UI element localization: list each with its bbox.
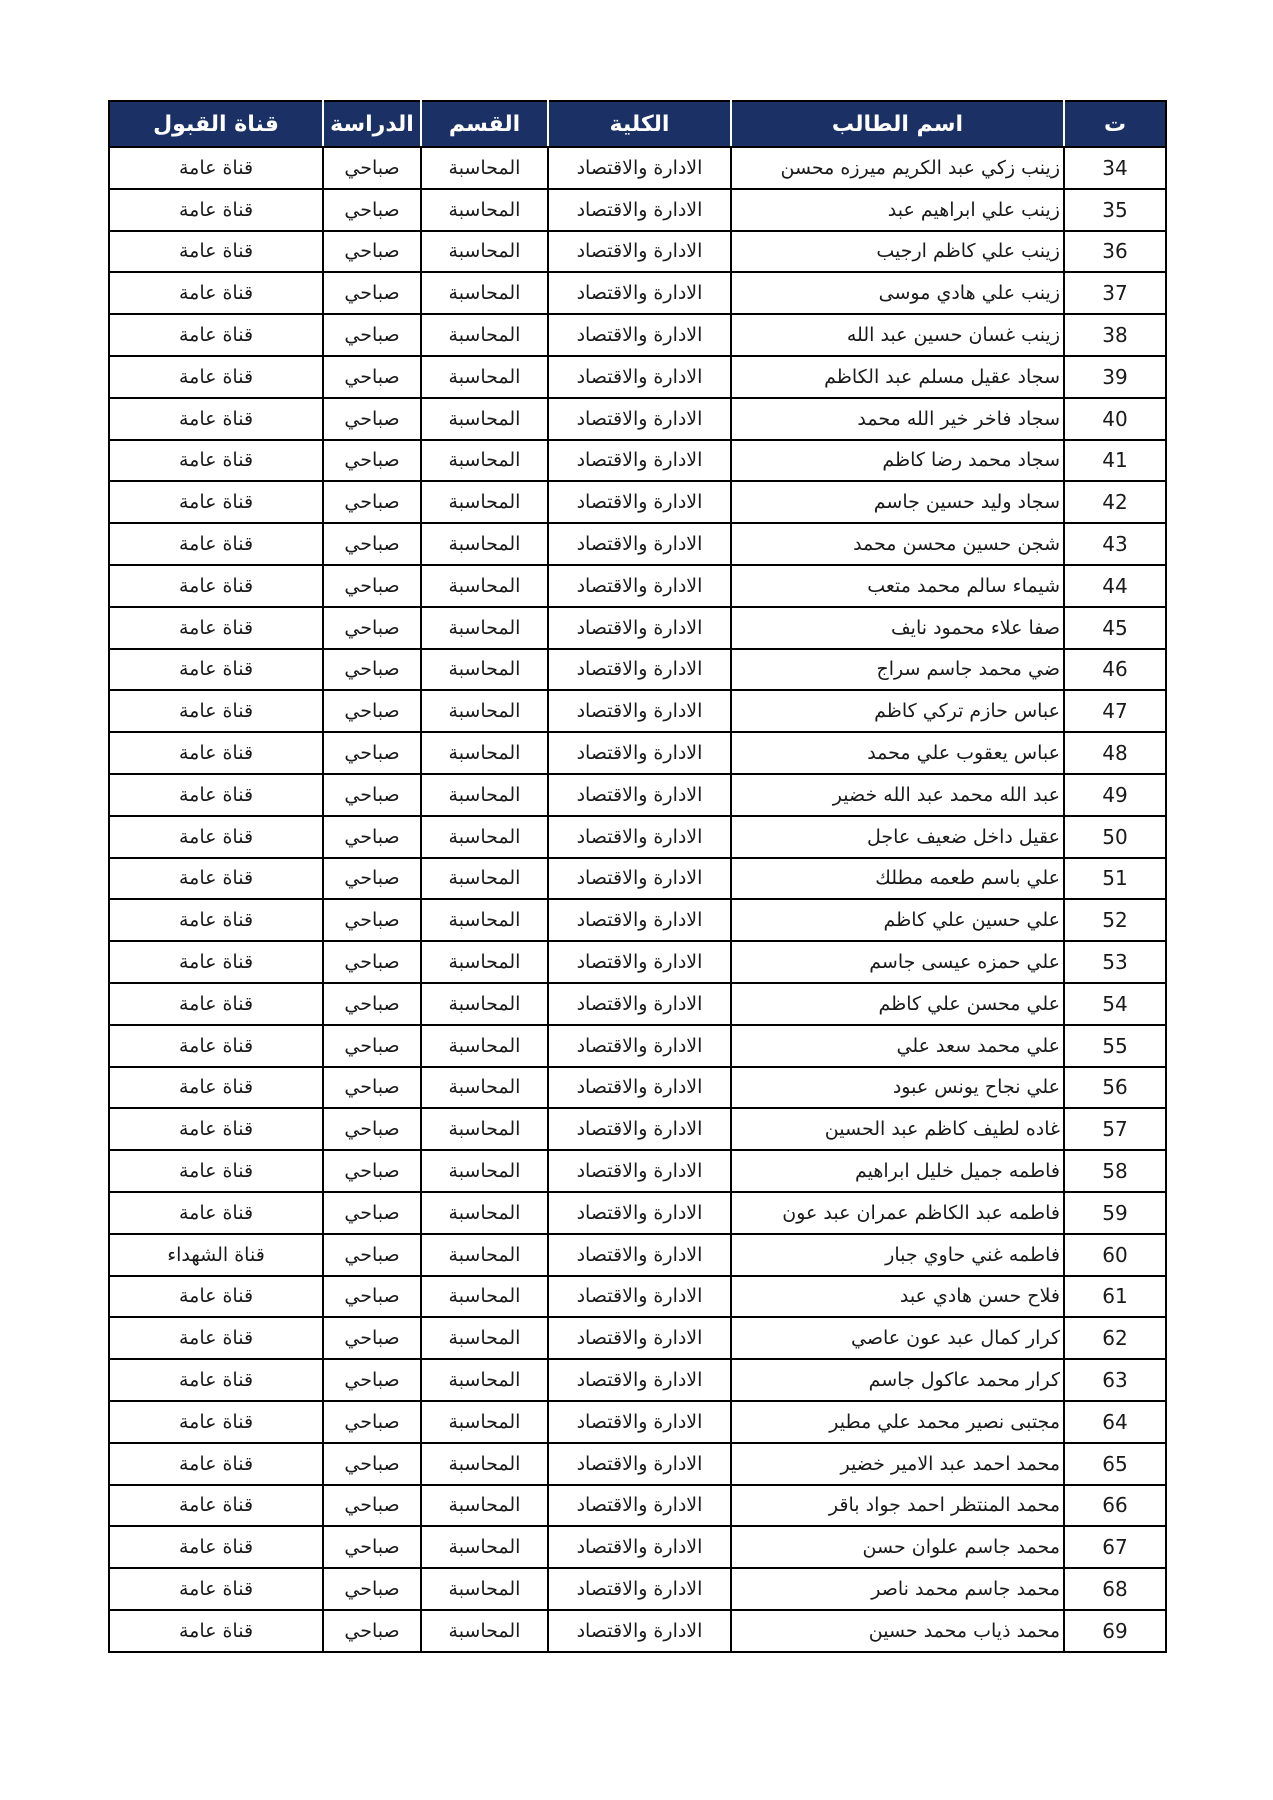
index-cell: 45 [1064, 607, 1166, 649]
department-cell: المحاسبة [421, 1192, 548, 1234]
student-name-cell: سجاد فاخر خير الله محمد [731, 398, 1064, 440]
department-cell: المحاسبة [421, 272, 548, 314]
student-name-cell: محمد جاسم علوان حسن [731, 1526, 1064, 1568]
table-row [109, 398, 1166, 440]
college-cell: الادارة والاقتصاد [548, 1317, 731, 1359]
index-cell: 35 [1064, 189, 1166, 231]
table-row [109, 1485, 1166, 1527]
admission-channel-cell: قناة عامة [109, 440, 323, 482]
department-cell: المحاسبة [421, 1401, 548, 1443]
table-row [109, 1401, 1166, 1443]
student-name-cell: فاطمه غني حاوي جبار [731, 1234, 1064, 1276]
index-cell: 59 [1064, 1192, 1166, 1234]
admission-channel-cell: قناة عامة [109, 231, 323, 273]
study-type-cell: صباحي [323, 147, 421, 189]
admission-channel-cell: قناة عامة [109, 649, 323, 691]
table-header [109, 101, 1166, 147]
admission-channel-cell: قناة عامة [109, 774, 323, 816]
index-cell: 64 [1064, 1401, 1166, 1443]
student-admission-table [108, 100, 1167, 1653]
department-cell: المحاسبة [421, 565, 548, 607]
department-cell: المحاسبة [421, 1067, 548, 1109]
table-row [109, 1150, 1166, 1192]
department-cell: المحاسبة [421, 858, 548, 900]
student-name-cell: سجاد محمد رضا كاظم [731, 440, 1064, 482]
student-name-cell: محمد ذياب محمد حسين [731, 1610, 1064, 1652]
table-row [109, 1526, 1166, 1568]
student-name-cell: زينب علي كاظم ارجيب [731, 231, 1064, 273]
table-row [109, 481, 1166, 523]
study-type-cell: صباحي [323, 858, 421, 900]
student-name-cell: علي حمزه عيسى جاسم [731, 941, 1064, 983]
study-type-cell: صباحي [323, 941, 421, 983]
table-row [109, 1025, 1166, 1067]
table-row [109, 565, 1166, 607]
header-admission-channel: قناة القبول [109, 101, 323, 147]
table-row [109, 941, 1166, 983]
table-row [109, 607, 1166, 649]
student-name-cell: صفا علاء محمود نايف [731, 607, 1064, 649]
index-cell: 48 [1064, 732, 1166, 774]
study-type-cell: صباحي [323, 1317, 421, 1359]
department-cell: المحاسبة [421, 440, 548, 482]
department-cell: المحاسبة [421, 941, 548, 983]
department-cell: المحاسبة [421, 774, 548, 816]
study-type-cell: صباحي [323, 231, 421, 273]
admission-channel-cell: قناة عامة [109, 356, 323, 398]
college-cell: الادارة والاقتصاد [548, 1568, 731, 1610]
index-cell: 55 [1064, 1025, 1166, 1067]
department-cell: المحاسبة [421, 1485, 548, 1527]
index-cell: 41 [1064, 440, 1166, 482]
admission-channel-cell: قناة عامة [109, 983, 323, 1025]
department-cell: المحاسبة [421, 1568, 548, 1610]
student-table-body [109, 147, 1166, 1652]
department-cell: المحاسبة [421, 147, 548, 189]
student-name-cell: فلاح حسن هادي عبد [731, 1276, 1064, 1318]
table-row [109, 147, 1166, 189]
student-name-cell: عقيل داخل ضعيف عاجل [731, 816, 1064, 858]
header-department: القسم [421, 101, 548, 147]
study-type-cell: صباحي [323, 649, 421, 691]
admission-channel-cell: قناة عامة [109, 1317, 323, 1359]
admission-channel-cell: قناة عامة [109, 523, 323, 565]
study-type-cell: صباحي [323, 1150, 421, 1192]
index-cell: 46 [1064, 649, 1166, 691]
student-name-cell: علي باسم طعمه مطلك [731, 858, 1064, 900]
college-cell: الادارة والاقتصاد [548, 1192, 731, 1234]
department-cell: المحاسبة [421, 189, 548, 231]
student-name-cell: زينب زكي عبد الكريم ميرزه محسن [731, 147, 1064, 189]
header-study-type: الدراسة [323, 101, 421, 147]
table-row [109, 1443, 1166, 1485]
admission-channel-cell: قناة عامة [109, 858, 323, 900]
department-cell: المحاسبة [421, 607, 548, 649]
study-type-cell: صباحي [323, 523, 421, 565]
table-row [109, 899, 1166, 941]
table-row [109, 1359, 1166, 1401]
index-cell: 63 [1064, 1359, 1166, 1401]
study-type-cell: صباحي [323, 1401, 421, 1443]
college-cell: الادارة والاقتصاد [548, 1610, 731, 1652]
college-cell: الادارة والاقتصاد [548, 1276, 731, 1318]
college-cell: الادارة والاقتصاد [548, 899, 731, 941]
study-type-cell: صباحي [323, 732, 421, 774]
student-name-cell: زينب علي ابراهيم عبد [731, 189, 1064, 231]
college-cell: الادارة والاقتصاد [548, 1443, 731, 1485]
college-cell: الادارة والاقتصاد [548, 1526, 731, 1568]
college-cell: الادارة والاقتصاد [548, 774, 731, 816]
department-cell: المحاسبة [421, 523, 548, 565]
department-cell: المحاسبة [421, 1359, 548, 1401]
student-name-cell: سجاد وليد حسين جاسم [731, 481, 1064, 523]
study-type-cell: صباحي [323, 1192, 421, 1234]
college-cell: الادارة والاقتصاد [548, 732, 731, 774]
admission-channel-cell: قناة عامة [109, 1401, 323, 1443]
college-cell: الادارة والاقتصاد [548, 607, 731, 649]
college-cell: الادارة والاقتصاد [548, 1401, 731, 1443]
admission-channel-cell: قناة عامة [109, 147, 323, 189]
student-name-cell: كرار محمد عاكول جاسم [731, 1359, 1064, 1401]
table-row [109, 983, 1166, 1025]
college-cell: الادارة والاقتصاد [548, 231, 731, 273]
department-cell: المحاسبة [421, 1610, 548, 1652]
admission-channel-cell: قناة عامة [109, 314, 323, 356]
college-cell: الادارة والاقتصاد [548, 1359, 731, 1401]
college-cell: الادارة والاقتصاد [548, 565, 731, 607]
study-type-cell: صباحي [323, 1443, 421, 1485]
college-cell: الادارة والاقتصاد [548, 440, 731, 482]
admission-channel-cell: قناة عامة [109, 1192, 323, 1234]
admission-channel-cell: قناة عامة [109, 481, 323, 523]
table-row [109, 1568, 1166, 1610]
table-row [109, 189, 1166, 231]
college-cell: الادارة والاقتصاد [548, 1025, 731, 1067]
student-name-cell: فاطمه جميل خليل ابراهيم [731, 1150, 1064, 1192]
department-cell: المحاسبة [421, 1443, 548, 1485]
index-cell: 60 [1064, 1234, 1166, 1276]
student-name-cell: سجاد عقيل مسلم عبد الكاظم [731, 356, 1064, 398]
header-index: ت [1064, 101, 1166, 147]
index-cell: 56 [1064, 1067, 1166, 1109]
admission-channel-cell: قناة عامة [109, 1485, 323, 1527]
table-row [109, 774, 1166, 816]
study-type-cell: صباحي [323, 398, 421, 440]
index-cell: 62 [1064, 1317, 1166, 1359]
admission-channel-cell: قناة عامة [109, 690, 323, 732]
study-type-cell: صباحي [323, 272, 421, 314]
student-name-cell: عبد الله محمد عبد الله خضير [731, 774, 1064, 816]
study-type-cell: صباحي [323, 899, 421, 941]
department-cell: المحاسبة [421, 1317, 548, 1359]
study-type-cell: صباحي [323, 1485, 421, 1527]
study-type-cell: صباحي [323, 816, 421, 858]
study-type-cell: صباحي [323, 983, 421, 1025]
index-cell: 39 [1064, 356, 1166, 398]
student-name-cell: شيماء سالم محمد متعب [731, 565, 1064, 607]
department-cell: المحاسبة [421, 816, 548, 858]
table-row [109, 231, 1166, 273]
student-name-cell: علي نجاح يونس عبود [731, 1067, 1064, 1109]
header-student-name: اسم الطالب [731, 101, 1064, 147]
study-type-cell: صباحي [323, 607, 421, 649]
admission-channel-cell: قناة عامة [109, 899, 323, 941]
department-cell: المحاسبة [421, 690, 548, 732]
admission-channel-cell: قناة الشهداء [109, 1234, 323, 1276]
index-cell: 42 [1064, 481, 1166, 523]
index-cell: 47 [1064, 690, 1166, 732]
admission-channel-cell: قناة عامة [109, 1568, 323, 1610]
study-type-cell: صباحي [323, 1276, 421, 1318]
admission-channel-cell: قناة عامة [109, 189, 323, 231]
header-college: الكلية [548, 101, 731, 147]
table-row [109, 732, 1166, 774]
college-cell: الادارة والاقتصاد [548, 690, 731, 732]
index-cell: 51 [1064, 858, 1166, 900]
college-cell: الادارة والاقتصاد [548, 314, 731, 356]
admission-channel-cell: قناة عامة [109, 272, 323, 314]
department-cell: المحاسبة [421, 314, 548, 356]
student-name-cell: عباس يعقوب علي محمد [731, 732, 1064, 774]
table-row [109, 649, 1166, 691]
index-cell: 58 [1064, 1150, 1166, 1192]
study-type-cell: صباحي [323, 1025, 421, 1067]
index-cell: 38 [1064, 314, 1166, 356]
department-cell: المحاسبة [421, 1526, 548, 1568]
admission-channel-cell: قناة عامة [109, 1150, 323, 1192]
department-cell: المحاسبة [421, 231, 548, 273]
college-cell: الادارة والاقتصاد [548, 1485, 731, 1527]
department-cell: المحاسبة [421, 1234, 548, 1276]
admission-channel-cell: قناة عامة [109, 1526, 323, 1568]
admission-channel-cell: قناة عامة [109, 1276, 323, 1318]
index-cell: 49 [1064, 774, 1166, 816]
index-cell: 68 [1064, 1568, 1166, 1610]
college-cell: الادارة والاقتصاد [548, 941, 731, 983]
study-type-cell: صباحي [323, 690, 421, 732]
header-row [109, 101, 1166, 147]
college-cell: الادارة والاقتصاد [548, 1150, 731, 1192]
table-row [109, 314, 1166, 356]
college-cell: الادارة والاقتصاد [548, 481, 731, 523]
college-cell: الادارة والاقتصاد [548, 816, 731, 858]
admission-channel-cell: قناة عامة [109, 607, 323, 649]
department-cell: المحاسبة [421, 649, 548, 691]
table-row [109, 1108, 1166, 1150]
study-type-cell: صباحي [323, 1067, 421, 1109]
table-row [109, 523, 1166, 565]
table-row [109, 272, 1166, 314]
table-row [109, 1234, 1166, 1276]
admission-channel-cell: قناة عامة [109, 398, 323, 440]
department-cell: المحاسبة [421, 899, 548, 941]
admission-channel-cell: قناة عامة [109, 565, 323, 607]
college-cell: الادارة والاقتصاد [548, 858, 731, 900]
table-row [109, 1192, 1166, 1234]
college-cell: الادارة والاقتصاد [548, 398, 731, 440]
department-cell: المحاسبة [421, 1276, 548, 1318]
department-cell: المحاسبة [421, 732, 548, 774]
college-cell: الادارة والاقتصاد [548, 1234, 731, 1276]
table-row [109, 690, 1166, 732]
student-name-cell: مجتبى نصير محمد علي مطير [731, 1401, 1064, 1443]
admission-channel-cell: قناة عامة [109, 1443, 323, 1485]
admission-channel-cell: قناة عامة [109, 732, 323, 774]
admission-channel-cell: قناة عامة [109, 1359, 323, 1401]
index-cell: 65 [1064, 1443, 1166, 1485]
table-row [109, 1317, 1166, 1359]
table-row [109, 356, 1166, 398]
study-type-cell: صباحي [323, 1359, 421, 1401]
study-type-cell: صباحي [323, 1108, 421, 1150]
department-cell: المحاسبة [421, 983, 548, 1025]
college-cell: الادارة والاقتصاد [548, 1108, 731, 1150]
table-row [109, 1276, 1166, 1318]
student-name-cell: كرار كمال عبد عون عاصي [731, 1317, 1064, 1359]
student-name-cell: زينب علي هادي موسى [731, 272, 1064, 314]
department-cell: المحاسبة [421, 1025, 548, 1067]
student-name-cell: ضي محمد جاسم سراج [731, 649, 1064, 691]
student-name-cell: شجن حسين محسن محمد [731, 523, 1064, 565]
study-type-cell: صباحي [323, 440, 421, 482]
study-type-cell: صباحي [323, 356, 421, 398]
department-cell: المحاسبة [421, 1108, 548, 1150]
study-type-cell: صباحي [323, 1234, 421, 1276]
study-type-cell: صباحي [323, 481, 421, 523]
admission-channel-cell: قناة عامة [109, 816, 323, 858]
student-name-cell: محمد احمد عبد الامير خضير [731, 1443, 1064, 1485]
student-name-cell: علي محمد سعد علي [731, 1025, 1064, 1067]
department-cell: المحاسبة [421, 1150, 548, 1192]
college-cell: الادارة والاقتصاد [548, 272, 731, 314]
college-cell: الادارة والاقتصاد [548, 1067, 731, 1109]
admission-channel-cell: قناة عامة [109, 1610, 323, 1652]
index-cell: 34 [1064, 147, 1166, 189]
study-type-cell: صباحي [323, 565, 421, 607]
study-type-cell: صباحي [323, 1610, 421, 1652]
index-cell: 54 [1064, 983, 1166, 1025]
index-cell: 52 [1064, 899, 1166, 941]
college-cell: الادارة والاقتصاد [548, 523, 731, 565]
index-cell: 43 [1064, 523, 1166, 565]
study-type-cell: صباحي [323, 1526, 421, 1568]
student-name-cell: فاطمه عبد الكاظم عمران عبد عون [731, 1192, 1064, 1234]
department-cell: المحاسبة [421, 481, 548, 523]
study-type-cell: صباحي [323, 314, 421, 356]
department-cell: المحاسبة [421, 398, 548, 440]
student-name-cell: علي محسن علي كاظم [731, 983, 1064, 1025]
department-cell: المحاسبة [421, 356, 548, 398]
index-cell: 67 [1064, 1526, 1166, 1568]
index-cell: 57 [1064, 1108, 1166, 1150]
student-name-cell: محمد المنتظر احمد جواد باقر [731, 1485, 1064, 1527]
admission-channel-cell: قناة عامة [109, 1108, 323, 1150]
index-cell: 61 [1064, 1276, 1166, 1318]
student-name-cell: علي حسين علي كاظم [731, 899, 1064, 941]
index-cell: 36 [1064, 231, 1166, 273]
study-type-cell: صباحي [323, 774, 421, 816]
table-row [109, 440, 1166, 482]
admission-channel-cell: قناة عامة [109, 1067, 323, 1109]
college-cell: الادارة والاقتصاد [548, 356, 731, 398]
index-cell: 69 [1064, 1610, 1166, 1652]
study-type-cell: صباحي [323, 1568, 421, 1610]
index-cell: 37 [1064, 272, 1166, 314]
admission-channel-cell: قناة عامة [109, 941, 323, 983]
table-row [109, 1610, 1166, 1652]
student-name-cell: غاده لطيف كاظم عبد الحسين [731, 1108, 1064, 1150]
index-cell: 53 [1064, 941, 1166, 983]
college-cell: الادارة والاقتصاد [548, 649, 731, 691]
admission-channel-cell: قناة عامة [109, 1025, 323, 1067]
student-name-cell: عباس حازم تركي كاظم [731, 690, 1064, 732]
student-name-cell: محمد جاسم محمد ناصر [731, 1568, 1064, 1610]
index-cell: 50 [1064, 816, 1166, 858]
table-row [109, 858, 1166, 900]
index-cell: 40 [1064, 398, 1166, 440]
table-row [109, 1067, 1166, 1109]
college-cell: الادارة والاقتصاد [548, 147, 731, 189]
college-cell: الادارة والاقتصاد [548, 983, 731, 1025]
index-cell: 44 [1064, 565, 1166, 607]
student-name-cell: زينب غسان حسين عبد الله [731, 314, 1064, 356]
index-cell: 66 [1064, 1485, 1166, 1527]
table-row [109, 816, 1166, 858]
college-cell: الادارة والاقتصاد [548, 189, 731, 231]
study-type-cell: صباحي [323, 189, 421, 231]
